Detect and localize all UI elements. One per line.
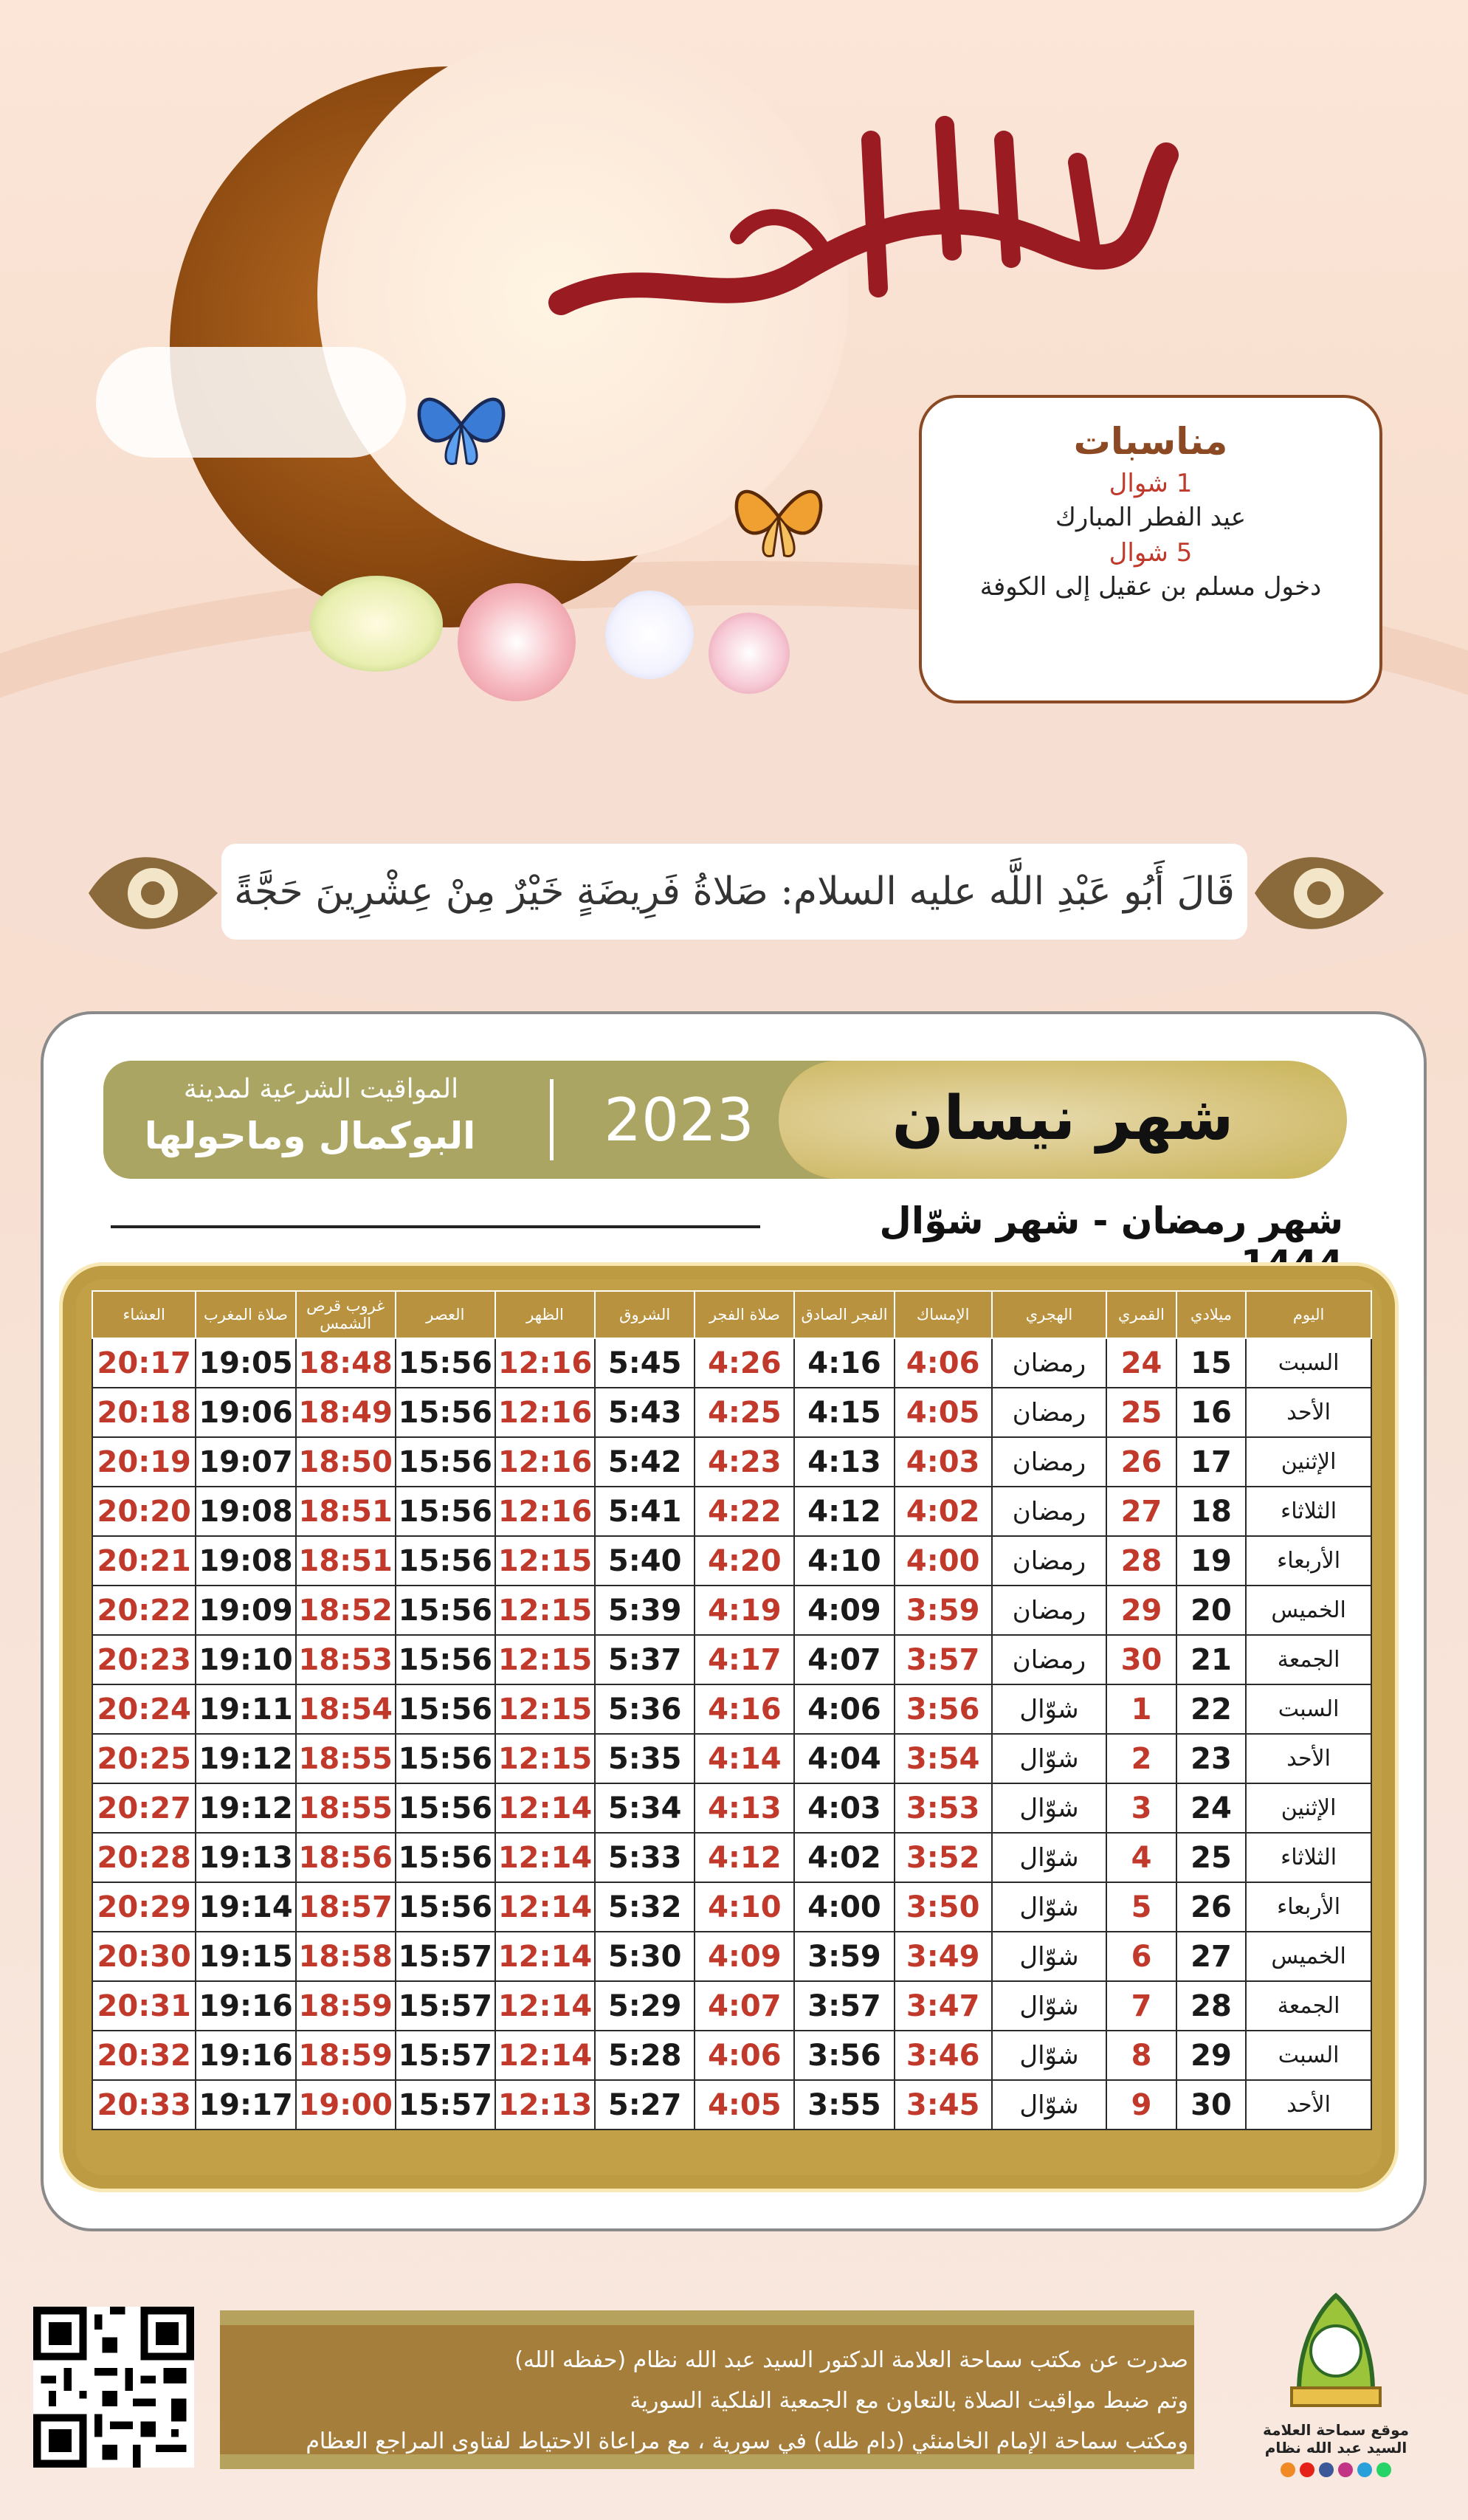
occasion-name: دخول مسلم بن عقيل إلى الكوفة bbox=[979, 572, 1322, 602]
table-body bbox=[92, 1338, 1371, 2130]
cell-hijri-month: شوّال bbox=[992, 2031, 1107, 2080]
table-row bbox=[92, 1338, 1371, 1388]
cell-sunrise: 5:34 bbox=[595, 1783, 695, 1833]
cell-sunset: 18:55 bbox=[296, 1783, 396, 1833]
cell-hijri-month: رمضان bbox=[992, 1536, 1107, 1586]
cell-isha: 20:27 bbox=[92, 1783, 196, 1833]
cell-isha: 20:25 bbox=[92, 1734, 196, 1783]
cell-imsak: 3:49 bbox=[895, 1932, 992, 1981]
cell-maghrib: 19:08 bbox=[196, 1536, 295, 1586]
cell-true-dawn: 4:15 bbox=[794, 1388, 894, 1437]
cell-imsak: 4:05 bbox=[895, 1388, 992, 1437]
cell-hijri-month: شوّال bbox=[992, 1783, 1107, 1833]
subtitle-rule bbox=[111, 1225, 760, 1228]
cell-day: الأحد bbox=[1246, 2080, 1371, 2130]
cell-isha: 20:23 bbox=[92, 1635, 196, 1684]
cell-sunset: 18:52 bbox=[296, 1586, 396, 1635]
footer-text bbox=[236, 2340, 1188, 2462]
cell-imsak: 3:45 bbox=[895, 2080, 992, 2130]
table-row bbox=[92, 1487, 1371, 1536]
cell-sunset: 18:51 bbox=[296, 1536, 396, 1586]
table-row bbox=[92, 1882, 1371, 1932]
cell-dhuhr: 12:15 bbox=[495, 1586, 595, 1635]
cell-fajr: 4:13 bbox=[695, 1783, 794, 1833]
cloud bbox=[96, 347, 406, 458]
cell-fajr: 4:09 bbox=[695, 1932, 794, 1981]
cell-hijri-month: شوّال bbox=[992, 1684, 1107, 1734]
cell-dhuhr: 12:15 bbox=[495, 1684, 595, 1734]
cell-gregorian-day: 23 bbox=[1176, 1734, 1247, 1783]
cell-day: الأحد bbox=[1246, 1734, 1371, 1783]
butterfly-blue-icon bbox=[406, 369, 517, 480]
cell-fajr: 4:17 bbox=[695, 1635, 794, 1684]
youtube-icon[interactable] bbox=[1300, 2462, 1314, 2477]
table-row bbox=[92, 1932, 1371, 1981]
whatsapp-icon[interactable] bbox=[1376, 2462, 1391, 2477]
cell-maghrib: 19:12 bbox=[196, 1783, 295, 1833]
cell-imsak: 3:47 bbox=[895, 1981, 992, 2031]
table-row bbox=[92, 2031, 1371, 2080]
office-logo[interactable] bbox=[1247, 2281, 1424, 2480]
cell-hijri-month: شوّال bbox=[992, 1981, 1107, 2031]
cell-sunset: 18:48 bbox=[296, 1338, 396, 1388]
cell-hijri-month: شوّال bbox=[992, 1833, 1107, 1882]
cell-day: الأربعاء bbox=[1246, 1536, 1371, 1586]
table-row bbox=[92, 1734, 1371, 1783]
cell-dhuhr: 12:14 bbox=[495, 1882, 595, 1932]
cell-fajr: 4:06 bbox=[695, 2031, 794, 2080]
cell-sunset: 18:50 bbox=[296, 1437, 396, 1487]
cell-sunset: 18:55 bbox=[296, 1734, 396, 1783]
cell-asr: 15:56 bbox=[396, 1586, 495, 1635]
cell-gregorian-day: 25 bbox=[1176, 1833, 1247, 1882]
cell-isha: 20:29 bbox=[92, 1882, 196, 1932]
social-icons bbox=[1247, 2462, 1424, 2477]
cell-hijri-month: شوّال bbox=[992, 1882, 1107, 1932]
cell-isha: 20:19 bbox=[92, 1437, 196, 1487]
cell-asr: 15:56 bbox=[396, 1882, 495, 1932]
cell-lunar-day: 3 bbox=[1106, 1783, 1176, 1833]
table-row bbox=[92, 1783, 1371, 1833]
cell-asr: 15:56 bbox=[396, 1635, 495, 1684]
cell-maghrib: 19:08 bbox=[196, 1487, 295, 1536]
cell-maghrib: 19:16 bbox=[196, 1981, 295, 2031]
cell-asr: 15:57 bbox=[396, 2080, 495, 2130]
cell-dhuhr: 12:16 bbox=[495, 1437, 595, 1487]
cell-maghrib: 19:10 bbox=[196, 1635, 295, 1684]
cell-maghrib: 19:12 bbox=[196, 1734, 295, 1783]
cell-gregorian-day: 28 bbox=[1176, 1981, 1247, 2031]
cell-lunar-day: 4 bbox=[1106, 1833, 1176, 1882]
cell-imsak: 3:53 bbox=[895, 1783, 992, 1833]
cell-imsak: 3:54 bbox=[895, 1734, 992, 1783]
cell-day: الجمعة bbox=[1246, 1981, 1371, 2031]
cell-sunrise: 5:29 bbox=[595, 1981, 695, 2031]
telegram-icon[interactable] bbox=[1357, 2462, 1372, 2477]
cell-sunset: 18:56 bbox=[296, 1833, 396, 1882]
cell-hijri-month: رمضان bbox=[992, 1338, 1107, 1388]
table-row bbox=[92, 1684, 1371, 1734]
cell-fajr: 4:10 bbox=[695, 1882, 794, 1932]
cell-maghrib: 19:17 bbox=[196, 2080, 295, 2130]
cell-isha: 20:28 bbox=[92, 1833, 196, 1882]
cell-true-dawn: 4:06 bbox=[794, 1684, 894, 1734]
cell-imsak: 4:06 bbox=[895, 1338, 992, 1388]
cell-sunset: 18:59 bbox=[296, 1981, 396, 2031]
cell-lunar-day: 28 bbox=[1106, 1536, 1176, 1586]
cell-asr: 15:56 bbox=[396, 1338, 495, 1388]
cell-day: الثلاثاء bbox=[1246, 1487, 1371, 1536]
cell-asr: 15:56 bbox=[396, 1833, 495, 1882]
cell-sunset: 18:53 bbox=[296, 1635, 396, 1684]
cell-fajr: 4:23 bbox=[695, 1437, 794, 1487]
footer-line: وتم ضبط مواقيت الصلاة بالتعاون مع الجمعية الفلكية السورية bbox=[630, 2388, 1188, 2414]
cell-fajr: 4:07 bbox=[695, 1981, 794, 2031]
cell-isha: 20:18 bbox=[92, 1388, 196, 1437]
cell-gregorian-day: 16 bbox=[1176, 1388, 1247, 1437]
office-logo-caption: موقع سماحة العلامة السيد عبد الله نظام bbox=[1262, 2421, 1410, 2457]
cell-true-dawn: 4:09 bbox=[794, 1586, 894, 1635]
cell-fajr: 4:25 bbox=[695, 1388, 794, 1437]
col-header-true-dawn: الفجر الصادق bbox=[794, 1291, 894, 1338]
col-header-sunset: غروب قرص الشمس bbox=[296, 1291, 396, 1338]
cell-dhuhr: 12:14 bbox=[495, 1932, 595, 1981]
cell-hijri-month: شوّال bbox=[992, 2080, 1107, 2130]
cell-isha: 20:20 bbox=[92, 1487, 196, 1536]
cell-fajr: 4:19 bbox=[695, 1586, 794, 1635]
footer-line: ومكتب سماحة الإمام الخامنئي (دام ظله) في سورية ، مع مراعاة الاحتياط لفتاوى المراجع العظام bbox=[306, 2428, 1188, 2454]
table-row bbox=[92, 1388, 1371, 1437]
cell-true-dawn: 3:57 bbox=[794, 1981, 894, 2031]
cell-lunar-day: 9 bbox=[1106, 2080, 1176, 2130]
cell-true-dawn: 3:59 bbox=[794, 1932, 894, 1981]
cell-gregorian-day: 29 bbox=[1176, 2031, 1247, 2080]
cell-gregorian-day: 24 bbox=[1176, 1783, 1247, 1833]
cell-sunset: 18:51 bbox=[296, 1487, 396, 1536]
month-title: شهر نيسان bbox=[892, 1083, 1234, 1154]
cell-isha: 20:32 bbox=[92, 2031, 196, 2080]
table-row bbox=[92, 1536, 1371, 1586]
cell-lunar-day: 2 bbox=[1106, 1734, 1176, 1783]
cell-dhuhr: 12:14 bbox=[495, 1833, 595, 1882]
cell-day: السبت bbox=[1246, 1338, 1371, 1388]
cell-isha: 20:31 bbox=[92, 1981, 196, 2031]
cell-gregorian-day: 30 bbox=[1176, 2080, 1247, 2130]
calligraphy-artwork bbox=[531, 111, 1181, 354]
table-row bbox=[92, 1981, 1371, 2031]
cell-sunrise: 5:30 bbox=[595, 1932, 695, 1981]
cell-asr: 15:56 bbox=[396, 1783, 495, 1833]
cell-dhuhr: 12:14 bbox=[495, 1783, 595, 1833]
cell-dhuhr: 12:15 bbox=[495, 1536, 595, 1586]
prayer-times-table bbox=[92, 1290, 1372, 2130]
ornament-right-icon bbox=[1247, 830, 1391, 956]
cell-lunar-day: 25 bbox=[1106, 1388, 1176, 1437]
cell-day: الثلاثاء bbox=[1246, 1833, 1371, 1882]
cell-dhuhr: 12:14 bbox=[495, 2031, 595, 2080]
cell-day: الخميس bbox=[1246, 1586, 1371, 1635]
cell-asr: 15:57 bbox=[396, 1932, 495, 1981]
cell-day: الأحد bbox=[1246, 1388, 1371, 1437]
cell-gregorian-day: 17 bbox=[1176, 1437, 1247, 1487]
cell-fajr: 4:22 bbox=[695, 1487, 794, 1536]
occasions-card bbox=[919, 395, 1382, 703]
cell-sunrise: 5:41 bbox=[595, 1487, 695, 1536]
cell-imsak: 3:50 bbox=[895, 1882, 992, 1932]
cell-maghrib: 19:14 bbox=[196, 1882, 295, 1932]
cell-true-dawn: 4:02 bbox=[794, 1833, 894, 1882]
website-icon[interactable] bbox=[1281, 2462, 1295, 2477]
cell-fajr: 4:05 bbox=[695, 2080, 794, 2130]
city-caption: المواقيت الشرعية لمدينة bbox=[183, 1074, 459, 1104]
table-row bbox=[92, 1833, 1371, 1882]
cell-lunar-day: 27 bbox=[1106, 1487, 1176, 1536]
cell-gregorian-day: 15 bbox=[1176, 1338, 1247, 1388]
cell-lunar-day: 6 bbox=[1106, 1932, 1176, 1981]
cell-imsak: 3:59 bbox=[895, 1586, 992, 1635]
occasion-date: 5 شوال bbox=[1109, 538, 1193, 568]
cell-hijri-month: رمضان bbox=[992, 1487, 1107, 1536]
cell-sunset: 18:59 bbox=[296, 2031, 396, 2080]
flower-pink bbox=[458, 583, 576, 701]
occasion-name: عيد الفطر المبارك bbox=[1055, 503, 1247, 532]
cell-isha: 20:30 bbox=[92, 1932, 196, 1981]
cell-sunrise: 5:27 bbox=[595, 2080, 695, 2130]
table-row bbox=[92, 2080, 1371, 2130]
cell-imsak: 4:00 bbox=[895, 1536, 992, 1586]
cell-gregorian-day: 20 bbox=[1176, 1586, 1247, 1635]
hadith-text: قَالَ أَبُو عَبْدِ اللَّه عليه السلام: صَلاةُ فَرِيضَةٍ خَيْرٌ مِنْ عِشْرِينَ حَجَّةً bbox=[234, 870, 1235, 914]
cell-isha: 20:33 bbox=[92, 2080, 196, 2130]
cell-gregorian-day: 27 bbox=[1176, 1932, 1247, 1981]
cell-isha: 20:17 bbox=[92, 1338, 196, 1388]
cell-true-dawn: 4:07 bbox=[794, 1635, 894, 1684]
cell-sunset: 18:54 bbox=[296, 1684, 396, 1734]
cell-lunar-day: 5 bbox=[1106, 1882, 1176, 1932]
cell-gregorian-day: 21 bbox=[1176, 1635, 1247, 1684]
cell-sunrise: 5:43 bbox=[595, 1388, 695, 1437]
footer-line: صدرت عن مكتب سماحة العلامة الدكتور السيد عبد الله نظام (حفظه الله) bbox=[514, 2347, 1188, 2373]
facebook-icon[interactable] bbox=[1319, 2462, 1334, 2477]
col-header-asr: العصر bbox=[396, 1291, 495, 1338]
cell-lunar-day: 24 bbox=[1106, 1338, 1176, 1388]
cell-maghrib: 19:15 bbox=[196, 1932, 295, 1981]
cell-lunar-day: 7 bbox=[1106, 1981, 1176, 2031]
flower-lily bbox=[310, 576, 443, 672]
occasions-title: مناسبات bbox=[1073, 420, 1228, 463]
cell-imsak: 3:52 bbox=[895, 1833, 992, 1882]
cell-lunar-day: 1 bbox=[1106, 1684, 1176, 1734]
cell-sunrise: 5:33 bbox=[595, 1833, 695, 1882]
cell-fajr: 4:12 bbox=[695, 1833, 794, 1882]
cell-asr: 15:56 bbox=[396, 1388, 495, 1437]
cell-maghrib: 19:06 bbox=[196, 1388, 295, 1437]
hijri-months-subtitle: شهر رمضان - شهر شوّال bbox=[879, 1199, 1343, 1242]
cell-asr: 15:56 bbox=[396, 1536, 495, 1586]
cell-sunrise: 5:36 bbox=[595, 1684, 695, 1734]
cell-day: الإثنين bbox=[1246, 1437, 1371, 1487]
hadith-banner bbox=[221, 844, 1247, 940]
cell-day: الخميس bbox=[1246, 1932, 1371, 1981]
cell-true-dawn: 4:16 bbox=[794, 1338, 894, 1388]
cell-sunrise: 5:39 bbox=[595, 1586, 695, 1635]
cell-true-dawn: 4:04 bbox=[794, 1734, 894, 1783]
cell-gregorian-day: 26 bbox=[1176, 1882, 1247, 1932]
cell-imsak: 3:57 bbox=[895, 1635, 992, 1684]
cell-asr: 15:56 bbox=[396, 1734, 495, 1783]
cell-sunrise: 5:28 bbox=[595, 2031, 695, 2080]
col-header-imsak: الإمساك bbox=[895, 1291, 992, 1338]
occasion-date: 1 شوال bbox=[1109, 469, 1193, 498]
cell-true-dawn: 4:13 bbox=[794, 1437, 894, 1487]
flower-rose bbox=[709, 613, 790, 694]
year-label: 2023 bbox=[604, 1085, 754, 1154]
cell-maghrib: 19:07 bbox=[196, 1437, 295, 1487]
cell-dhuhr: 12:13 bbox=[495, 2080, 595, 2130]
cell-asr: 15:56 bbox=[396, 1487, 495, 1536]
cell-day: الإثنين bbox=[1246, 1783, 1371, 1833]
cell-hijri-month: شوّال bbox=[992, 1932, 1107, 1981]
cell-dhuhr: 12:16 bbox=[495, 1338, 595, 1388]
cell-true-dawn: 3:55 bbox=[794, 2080, 894, 2130]
col-header-sunrise: الشروق bbox=[595, 1291, 695, 1338]
footer-top-stripe bbox=[220, 2310, 1194, 2325]
cell-maghrib: 19:11 bbox=[196, 1684, 295, 1734]
cell-day: الأربعاء bbox=[1246, 1882, 1371, 1932]
cell-hijri-month: رمضان bbox=[992, 1635, 1107, 1684]
header-divider bbox=[550, 1079, 554, 1160]
col-header-isha: العشاء bbox=[92, 1291, 196, 1338]
cell-true-dawn: 4:00 bbox=[794, 1882, 894, 1932]
qr-code-icon[interactable] bbox=[33, 2307, 194, 2468]
cell-hijri-month: شوّال bbox=[992, 1734, 1107, 1783]
cell-sunset: 19:00 bbox=[296, 2080, 396, 2130]
cell-sunrise: 5:42 bbox=[595, 1437, 695, 1487]
cell-true-dawn: 4:03 bbox=[794, 1783, 894, 1833]
cell-sunrise: 5:35 bbox=[595, 1734, 695, 1783]
instagram-icon[interactable] bbox=[1338, 2462, 1353, 2477]
cell-true-dawn: 3:56 bbox=[794, 2031, 894, 2080]
cell-maghrib: 19:09 bbox=[196, 1586, 295, 1635]
cell-day: السبت bbox=[1246, 1684, 1371, 1734]
cell-dhuhr: 12:15 bbox=[495, 1734, 595, 1783]
table-row bbox=[92, 1586, 1371, 1635]
flower-white bbox=[605, 591, 694, 679]
cell-true-dawn: 4:12 bbox=[794, 1487, 894, 1536]
cell-sunrise: 5:37 bbox=[595, 1635, 695, 1684]
cell-lunar-day: 30 bbox=[1106, 1635, 1176, 1684]
cell-true-dawn: 4:10 bbox=[794, 1536, 894, 1586]
butterfly-orange-icon bbox=[720, 461, 838, 572]
ornament-left-icon bbox=[81, 830, 225, 956]
cell-sunset: 18:49 bbox=[296, 1388, 396, 1437]
cell-maghrib: 19:05 bbox=[196, 1338, 295, 1388]
cell-gregorian-day: 18 bbox=[1176, 1487, 1247, 1536]
cell-asr: 15:56 bbox=[396, 1684, 495, 1734]
col-header-dhuhr: الظهر bbox=[495, 1291, 595, 1338]
cell-sunrise: 5:32 bbox=[595, 1882, 695, 1932]
col-header-lunar: القمري bbox=[1106, 1291, 1176, 1338]
cell-dhuhr: 12:14 bbox=[495, 1981, 595, 2031]
cell-fajr: 4:20 bbox=[695, 1536, 794, 1586]
col-header-fajr: صلاة الفجر bbox=[695, 1291, 794, 1338]
cell-lunar-day: 8 bbox=[1106, 2031, 1176, 2080]
city-name: البوكمال وماحولها bbox=[144, 1115, 476, 1157]
cell-isha: 20:24 bbox=[92, 1684, 196, 1734]
cell-maghrib: 19:16 bbox=[196, 2031, 295, 2080]
cell-dhuhr: 12:16 bbox=[495, 1487, 595, 1536]
cell-lunar-day: 26 bbox=[1106, 1437, 1176, 1487]
cell-maghrib: 19:13 bbox=[196, 1833, 295, 1882]
table-row bbox=[92, 1437, 1371, 1487]
cell-sunrise: 5:45 bbox=[595, 1338, 695, 1388]
cell-imsak: 3:56 bbox=[895, 1684, 992, 1734]
col-header-gregorian: ميلادي bbox=[1176, 1291, 1247, 1338]
dome-logo-icon bbox=[1247, 2281, 1424, 2421]
cell-imsak: 4:03 bbox=[895, 1437, 992, 1487]
cell-day: الجمعة bbox=[1246, 1635, 1371, 1684]
cell-hijri-month: رمضان bbox=[992, 1437, 1107, 1487]
cell-day: السبت bbox=[1246, 2031, 1371, 2080]
cell-sunset: 18:57 bbox=[296, 1882, 396, 1932]
cell-gregorian-day: 19 bbox=[1176, 1536, 1247, 1586]
cell-fajr: 4:16 bbox=[695, 1684, 794, 1734]
table-header-row bbox=[92, 1291, 1371, 1338]
cell-dhuhr: 12:16 bbox=[495, 1388, 595, 1437]
cell-isha: 20:22 bbox=[92, 1586, 196, 1635]
cell-asr: 15:57 bbox=[396, 2031, 495, 2080]
cell-dhuhr: 12:15 bbox=[495, 1635, 595, 1684]
cell-gregorian-day: 22 bbox=[1176, 1684, 1247, 1734]
cell-fajr: 4:14 bbox=[695, 1734, 794, 1783]
table-row bbox=[92, 1635, 1371, 1684]
col-header-day: اليوم bbox=[1246, 1291, 1371, 1338]
cell-imsak: 3:46 bbox=[895, 2031, 992, 2080]
cell-sunrise: 5:40 bbox=[595, 1536, 695, 1586]
cell-hijri-month: رمضان bbox=[992, 1586, 1107, 1635]
col-header-maghrib: صلاة المغرب bbox=[196, 1291, 295, 1338]
cell-asr: 15:57 bbox=[396, 1981, 495, 2031]
cell-isha: 20:21 bbox=[92, 1536, 196, 1586]
cell-sunset: 18:58 bbox=[296, 1932, 396, 1981]
col-header-hijri: الهجري bbox=[992, 1291, 1107, 1338]
cell-lunar-day: 29 bbox=[1106, 1586, 1176, 1635]
cell-fajr: 4:26 bbox=[695, 1338, 794, 1388]
cell-imsak: 4:02 bbox=[895, 1487, 992, 1536]
cell-hijri-month: رمضان bbox=[992, 1388, 1107, 1437]
cell-asr: 15:56 bbox=[396, 1437, 495, 1487]
